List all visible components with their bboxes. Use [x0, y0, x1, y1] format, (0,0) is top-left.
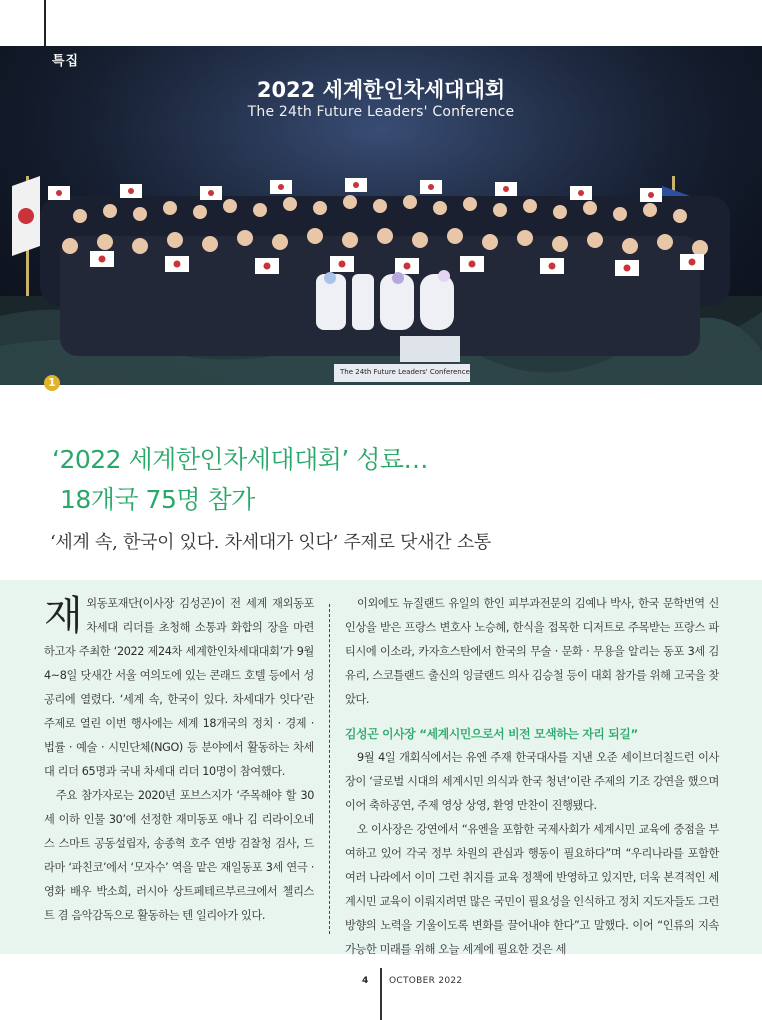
headline-line-1: ‘2022 세계한인차세대대회’ 성료…	[52, 445, 429, 474]
headline-line-2: 18개국 75명 참가	[60, 485, 255, 514]
paragraph: 오 이사장은 강연에서 “유엔을 포함한 국제사회가 세계시민 교육에 중점을 부여하고 있어 각국 정부 차원의 관심과 행동이 필요하다”며 “우리나라를 포함한 여러 나라에서 이미 그런 취지를 교육 정책에 반영하고 있지만, 더욱 본격적인 세계시민 교육이 이뤄지려면 많은 국민이 필요성을 인식하고 정치 지도자들도 그런 방향의 노력을 기울이도록 변화를 끌어내야 한다”고 말했다. 이어 “인류의 지속가능한 미래를 위해 오늘 세계에 필요한 것은 세	[345, 823, 719, 956]
paragraph-text: 외동포재단(이사장 김성곤)이 전 세계 재외동포 차세대 리더를 초청해 소통과 화합의 장을 마련하고자 주최한 ‘2022 제24차 세계한인차세대대회’가 9월 4~8일 닷새간 서울 여의도에 있는 콘래드 호텔 등에서 성공리에 열렸다. ‘세계 속, 한국이 있다. 차세대가 잇다’란 주제로 열린 이번 행사에는 세계 18개국의 정치 · 경제 · 법률 · 예술 · 시민단체(NGO) 등 분야에서 활동하는 차세대 리더 65명과 국내 차세대 리더 10명이 참여했다.	[44, 597, 314, 778]
event-title: 2022 세계한인차세대대회	[256, 78, 506, 102]
article-subheading: 김성곤 이사장 “세계시민으로서 비전 모색하는 자리 되길”	[345, 727, 638, 741]
section-tag: 특집	[52, 54, 80, 69]
hero-photo	[0, 46, 762, 385]
issue-date: OCTOBER 2022	[389, 976, 463, 986]
paragraph: 주요 참가자로는 2020년 포브스지가 ‘주목해야 할 30세 이하 인물 30’에 선정한 재미동포 애나 김 리라이오네스 스마트 공동설립자, 송종혁 호주 연방 검찰청 검사, 드라마 ‘파친코’에서 ‘모자수’ 역을 맡은 재일동포 3세 연극 · 영화 배우 박소희, 러시아 상트페테르부르크에서 첼리스트 겸 음악감독으로 활동하는 텐 일리아가 있다.	[44, 789, 314, 922]
subheadline: ‘세계 속, 한국이 있다. 차세대가 잇다’ 주제로 닷새간 소통	[50, 532, 491, 553]
paragraph	[44, 592, 314, 784]
sculpture-caption: The 24th Future Leaders' Conference	[340, 368, 470, 376]
headline	[52, 440, 732, 520]
article-box	[0, 580, 762, 954]
column-divider	[329, 604, 330, 934]
paragraph: 9월 4일 개회식에서는 유엔 주재 한국대사를 지낸 오준 세이브더칠드런 이사장이 ‘글로벌 시대의 세계시민 의식과 한국 청년’이란 주제의 기조 강연을 했으며 이어 축하공연, 주제 영상 상영, 환영 만찬이 진행됐다.	[345, 751, 719, 812]
photo-number-badge: 1	[44, 375, 60, 391]
paragraph: 이외에도 뉴질랜드 유일의 한인 피부과전문의 김예나 박사, 한국 문학번역 신인상을 받은 프랑스 변호사 노승혜, 한식을 접목한 디저트로 주목받는 프랑스 파티시에 이소라, 카자흐스탄에서 한국의 무술 · 문화 · 무용을 알리는 동포 3세 김유리, 스코틀랜드 출신의 잉글랜드 의사 김승철 등이 대회 참가를 위해 고국을 찾았다.	[345, 597, 719, 706]
footer-rule	[380, 968, 382, 1020]
article-column-left	[44, 592, 314, 928]
event-subtitle: The 24th Future Leaders' Conference	[247, 104, 515, 120]
page-number: 4	[362, 976, 369, 986]
drop-cap: 재	[44, 593, 83, 639]
article-column-right	[345, 592, 719, 962]
